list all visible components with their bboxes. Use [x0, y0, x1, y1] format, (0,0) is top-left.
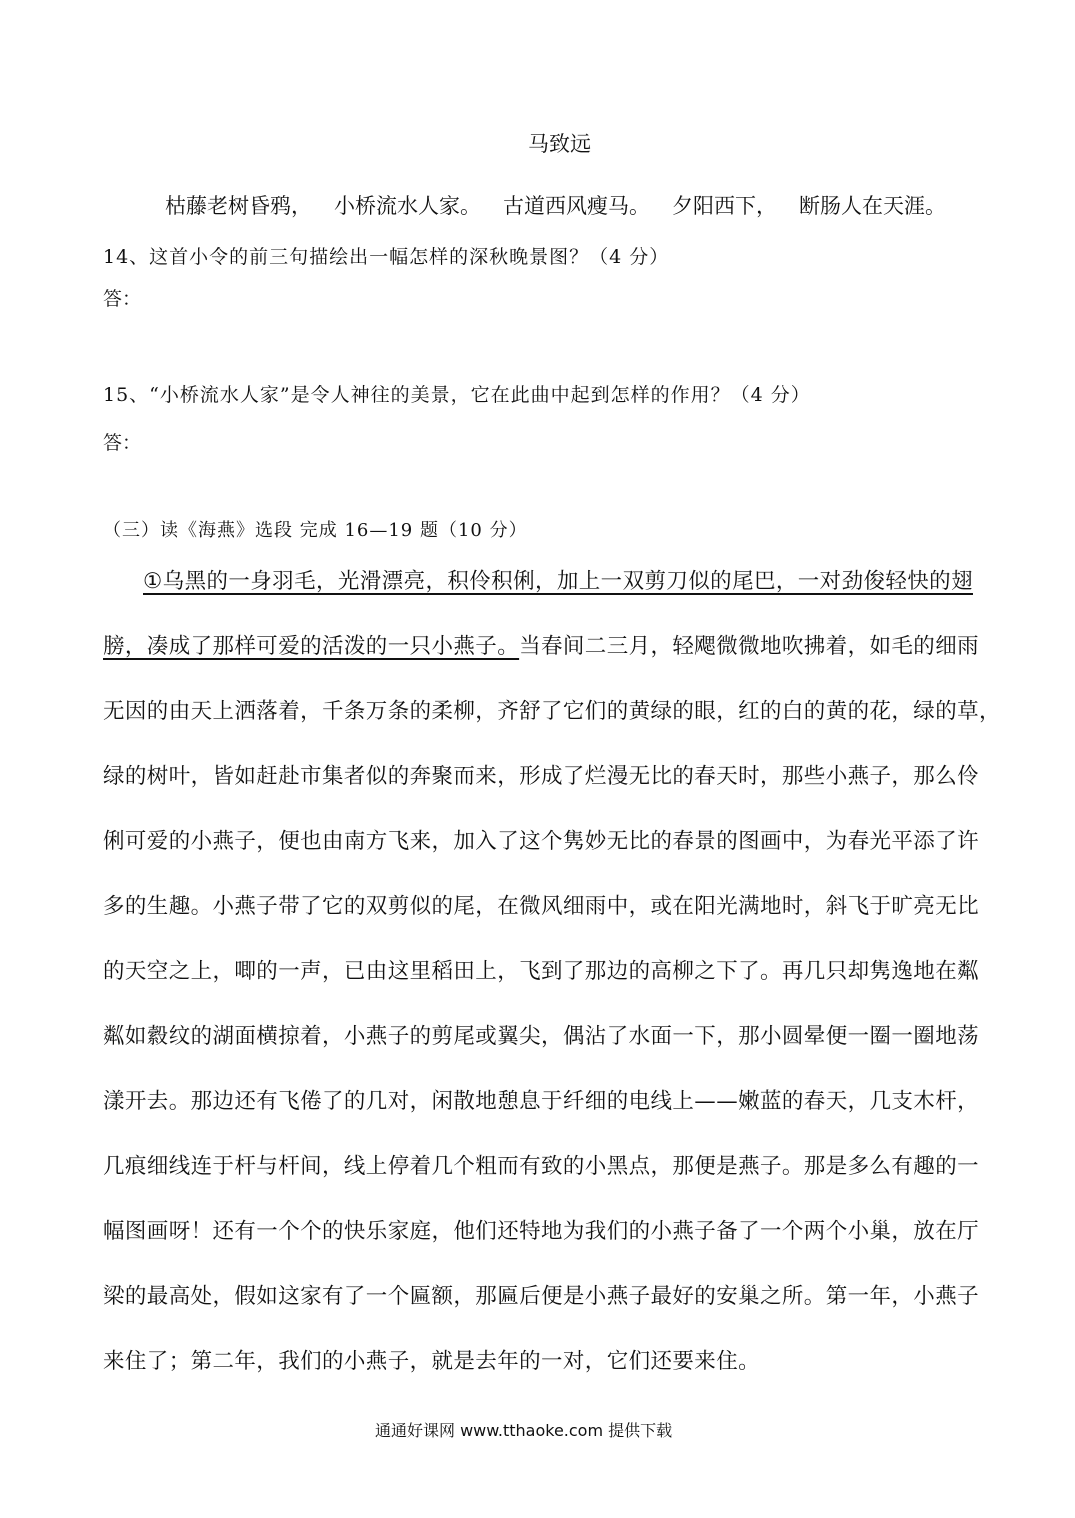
passage-line: 来住了；第二年，我们的小燕子，就是去年的一对，它们还要来住。 — [103, 1349, 761, 1374]
poem-line: 枯藤老树昏鸦， — [165, 194, 312, 218]
underlined-text: 膀，凑成了那样可爱的活泼的一只小燕子。 — [103, 634, 520, 659]
passage-line: 多的生趣。小燕子带了它的双剪似的尾，在微风细雨中，或在阳光满地时，斜飞于旷亮无比 — [103, 894, 980, 919]
passage-line: 幅图画呀！还有一个个的快乐家庭，他们还特地为我们的小燕子备了一个两个小巢，放在厅 — [103, 1219, 980, 1244]
poem-line: 古道西风瘦马。 — [503, 194, 650, 218]
passage-line: 梁的最高处，假如这家有了一个匾额，那匾后便是小燕子最好的安巢之所。第一年，小燕子 — [103, 1284, 980, 1309]
poem-author: 马致远 — [528, 132, 591, 156]
poem-line: 断肠人在天涯。 — [799, 194, 946, 218]
passage-line: 漾开去。那边还有飞倦了的几对，闲散地憩息于纤细的电线上——嫩蓝的春天，几支木杆， — [103, 1089, 980, 1114]
passage-line — [103, 558, 983, 623]
poem-text — [165, 190, 946, 220]
passage-line: 俐可爱的小燕子，便也由南方飞来，加入了这个隽妙无比的春景的图画中，为春光平添了许 — [103, 829, 980, 854]
underlined-text: ①乌黑的一身羽毛，光滑漂亮，积伶积俐，加上一双剪刀似的尾巴，一对劲俊轻快的翅 — [143, 569, 973, 594]
poem-line: 小桥流水人家。 — [334, 194, 481, 218]
answer-label-15: 答： — [103, 432, 142, 454]
footer: 通通好课网 www.tthaoke.com 提供下载 — [375, 1421, 673, 1440]
passage-line: 的天空之上，唧的一声，已由这里稻田上，飞到了那边的高柳之下了。再几只却隽逸地在粼 — [103, 959, 980, 984]
section-heading: （三）读《海燕》选段 完成 16—19 题（10 分） — [103, 520, 528, 541]
answer-label-14: 答： — [103, 288, 142, 310]
passage-line: 绿的树叶，皆如赶赴市集者似的奔聚而来，形成了烂漫无比的春天时，那些小燕子，那么伶 — [103, 764, 980, 789]
poem-line: 夕阳西下， — [672, 194, 777, 218]
question-14: 14、这首小令的前三句描绘出一幅怎样的深秋晚景图？（4 分） — [103, 246, 670, 268]
passage-line: 无因的由天上洒落着，千条万条的柔柳，齐舒了它们的黄绿的眼，红的白的黄的花，绿的草， — [103, 699, 1001, 724]
question-15: 15、“小桥流水人家”是令人神往的美景，它在此曲中起到怎样的作用？（4 分） — [103, 384, 811, 406]
passage-line: 几痕细线连于杆与杆间，线上停着几个粗而有致的小黑点，那便是燕子。那是多么有趣的一 — [103, 1154, 980, 1179]
passage-line: 膀，凑成了那样可爱的活泼的一只小燕子。当春间二三月，轻飔微微地吹拂着，如毛的细雨 — [103, 634, 980, 659]
passage — [103, 558, 1001, 1403]
passage-line: 粼如縠纹的湖面横掠着，小燕子的剪尾或翼尖，偶沾了水面一下，那小圆晕便一圈一圈地荡 — [103, 1024, 980, 1049]
